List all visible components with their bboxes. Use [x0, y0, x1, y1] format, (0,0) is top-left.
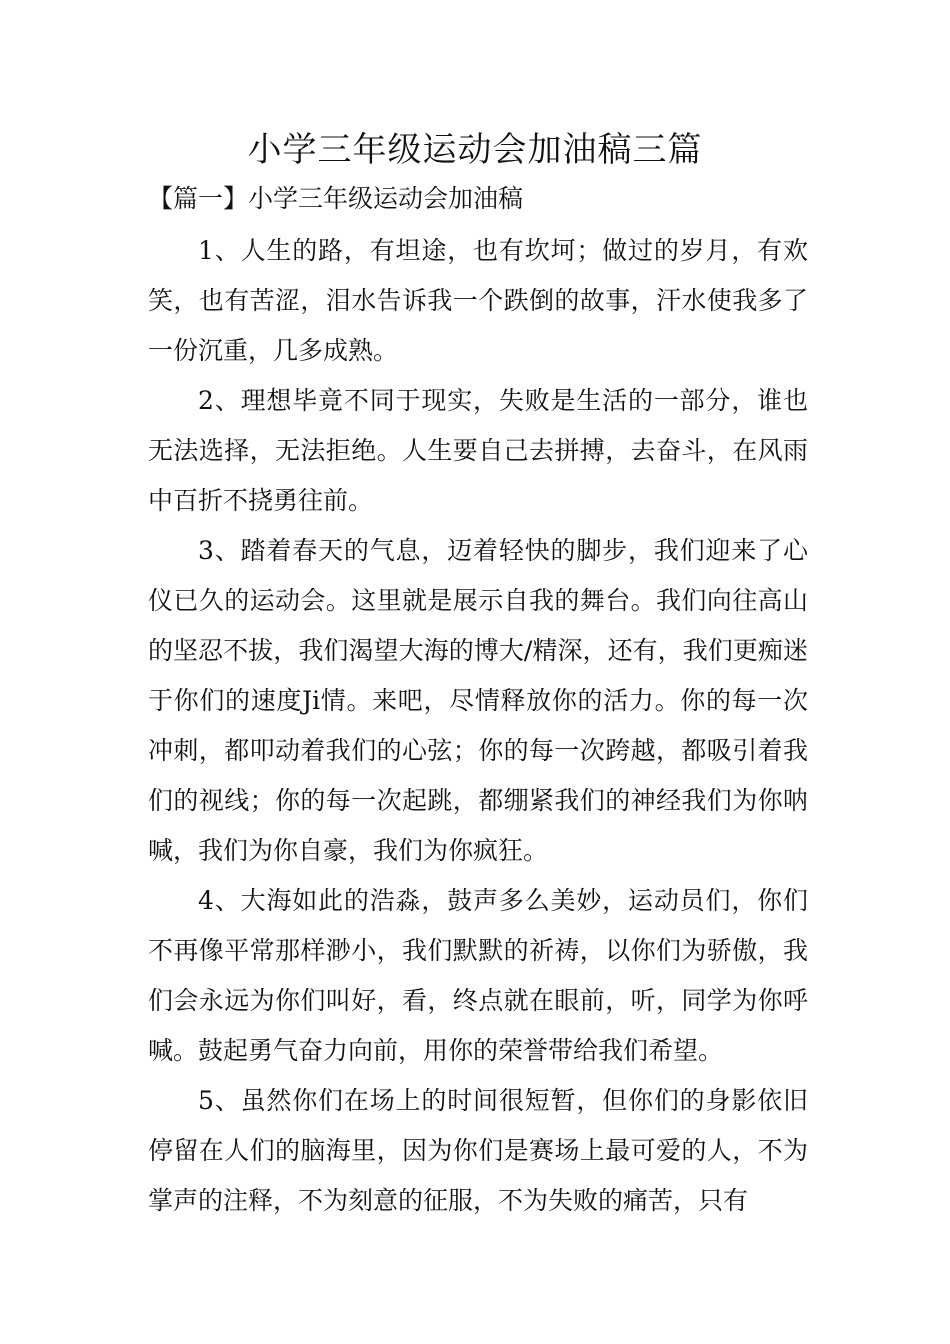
paragraph: 5、虽然你们在场上的时间很短暂，但你们的身影依旧停留在人们的脑海里，因为你们是赛场上最可爱的人，不为掌声的注释，不为刻意的征服，不为失败的痛苦，只有 — [148, 1086, 808, 1215]
paragraph: 1、人生的路，有坦途，也有坎坷；做过的岁月，有欢笑，也有苦涩，泪水告诉我一个跌倒的故事，汗水使我多了一份沉重，几多成熟。 — [148, 236, 808, 365]
document-title: 小学三年级运动会加油稿三篇 — [247, 130, 703, 170]
document-body — [148, 226, 808, 1226]
section-heading: 【篇一】小学三年级运动会加油稿 — [148, 184, 524, 213]
paragraph: 2、理想毕竟不同于现实，失败是生活的一部分，谁也无法选择，无法拒绝。人生要自己去拼搏，去奋斗，在风雨中百折不挠勇往前。 — [148, 386, 808, 515]
paragraph: 3、踏着春天的气息，迈着轻快的脚步，我们迎来了心仪已久的运动会。这里就是展示自我的舞台。我们向往高山的坚忍不拔，我们渴望大海的博大/精深，还有，我们更痴迷于你们的速度Ji情。来吧，尽情释放你的活力。你的每一次冲刺，都叩动着我们的心弦；你的每一次跨越，都吸引着我们的视线；你的每一次起跳，都绷紧我们的神经我们为你呐喊，我们为你自豪，我们为你疯狂。 — [148, 536, 808, 865]
paragraph: 4、大海如此的浩淼，鼓声多么美妙，运动员们，你们不再像平常那样渺小，我们默默的祈祷，以你们为骄傲，我们会永远为你们叫好，看，终点就在眼前，听，同学为你呼喊。鼓起勇气奋力向前，用你的荣誉带给我们希望。 — [148, 886, 808, 1065]
